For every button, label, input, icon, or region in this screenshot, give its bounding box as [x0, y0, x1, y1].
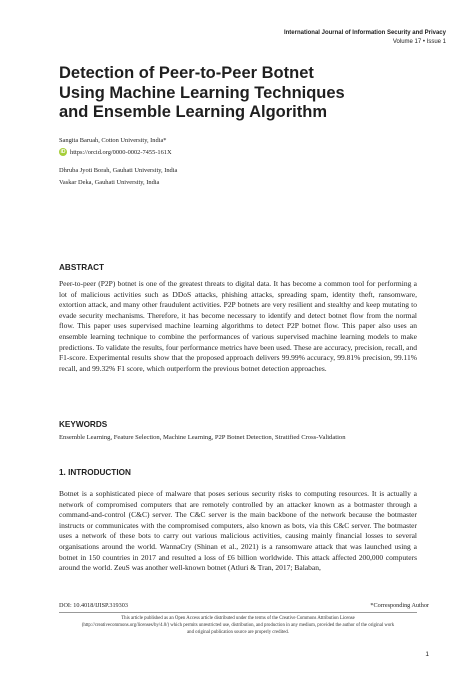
page-number: 1 — [425, 651, 429, 658]
orcid-icon[interactable]: iD — [60, 149, 66, 155]
abstract-heading: ABSTRACT — [59, 263, 105, 272]
abstract-text: Peer-to-peer (P2P) botnet is one of the greatest threats to digital data. It has become a common tool for performing a lot of malicious activities such as DDoS attacks, phishing attacks, spreading spam, identity theft, ransomware, extortion attack, and many other fraudulent activities. P2P botnets are very resilient and stealthy and keep mutating to evade security mechanisms. Therefore, it has become necessary to identify and detect botnet flow from the normal flow. This paper uses supervised machine learning algorithms to detect P2P botnet flow. This paper also uses an ensemble learning technique to combine the performances of various supervised machine learning models to make predictions. To validate the results, four performance metrics have been used. These are accuracy, precision, recall, and F1-score. Experimental results show that the proposed approach delivers 99.99% accuracy, 99.81% precision, 99.11% recall, and 99.32% F1 score, which outperform the previous botnet detection approaches. — [59, 279, 417, 373]
corresponding-author-note: *Corresponding Author — [370, 602, 429, 609]
author-2: Dhruba Jyoti Borah, Gauhati University, India — [59, 167, 178, 174]
keywords-heading: KEYWORDS — [59, 420, 108, 429]
license-text: This article published as an Open Access article distributed under the terms of the Creative Commons Attribution License (http://creativecommons.org/licenses/by/4.0/) which permits unrestricted use, distribution, and production in any medium, provided the author of the original work and original publication source are properly credited. — [81, 616, 395, 635]
orcid-row[interactable] — [59, 148, 172, 156]
paper-title — [59, 64, 399, 123]
keywords-text: Ensemble Learning, Feature Selection, Machine Learning, P2P Botnet Detection, Stratified Cross-Validation — [59, 434, 346, 441]
author-1: Sangita Baruah, Cotton University, India* — [59, 137, 167, 144]
journal-header — [206, 29, 446, 46]
introduction-text: Botnet is a sophisticated piece of malware that poses serious security risks to computing resources. It is actually a network of compromised computers that are remotely controlled by an attacker known as a botmaster through a command-and-control (C&C) server. The C&C server is the main backbone of the network because the botmaster instructs or communicates with the compromised computers, also known as bots, via this C&C server. The botmaster uses a network of these bots to carry out various malicious activities, causing mainly financial losses to several organisations around the world. WannaCry (Shinan et al., 2021) is a ransomware attack that was launched using a botnet in 150 countries in 2017 and resulted a loss of £6 billion worldwide. This attack affected 200,000 computers around the world. ZeuS was another well-known botnet (Atluri & Tran, 2017; Balaban, — [59, 489, 417, 573]
title-line-2: Using Machine Learning Techniques — [59, 83, 345, 102]
journal-name: International Journal of Information Security and Privacy — [283, 30, 446, 36]
volume-issue: Volume 17 • Issue 1 — [392, 38, 446, 45]
title-line-3: and Ensemble Learning Algorithm — [59, 103, 328, 121]
title-line-1: Detection of Peer-to-Peer Botnet — [59, 64, 314, 82]
introduction-heading: 1. INTRODUCTION — [59, 468, 131, 477]
doi: DOI: 10.4018/IJISP.319303 — [59, 602, 128, 609]
orcid-link[interactable]: https://orcid.org/0000-0002-7455-161X — [70, 148, 172, 156]
author-3: Vaskar Deka, Gauhati University, India — [59, 179, 160, 186]
footer-divider — [59, 612, 417, 613]
